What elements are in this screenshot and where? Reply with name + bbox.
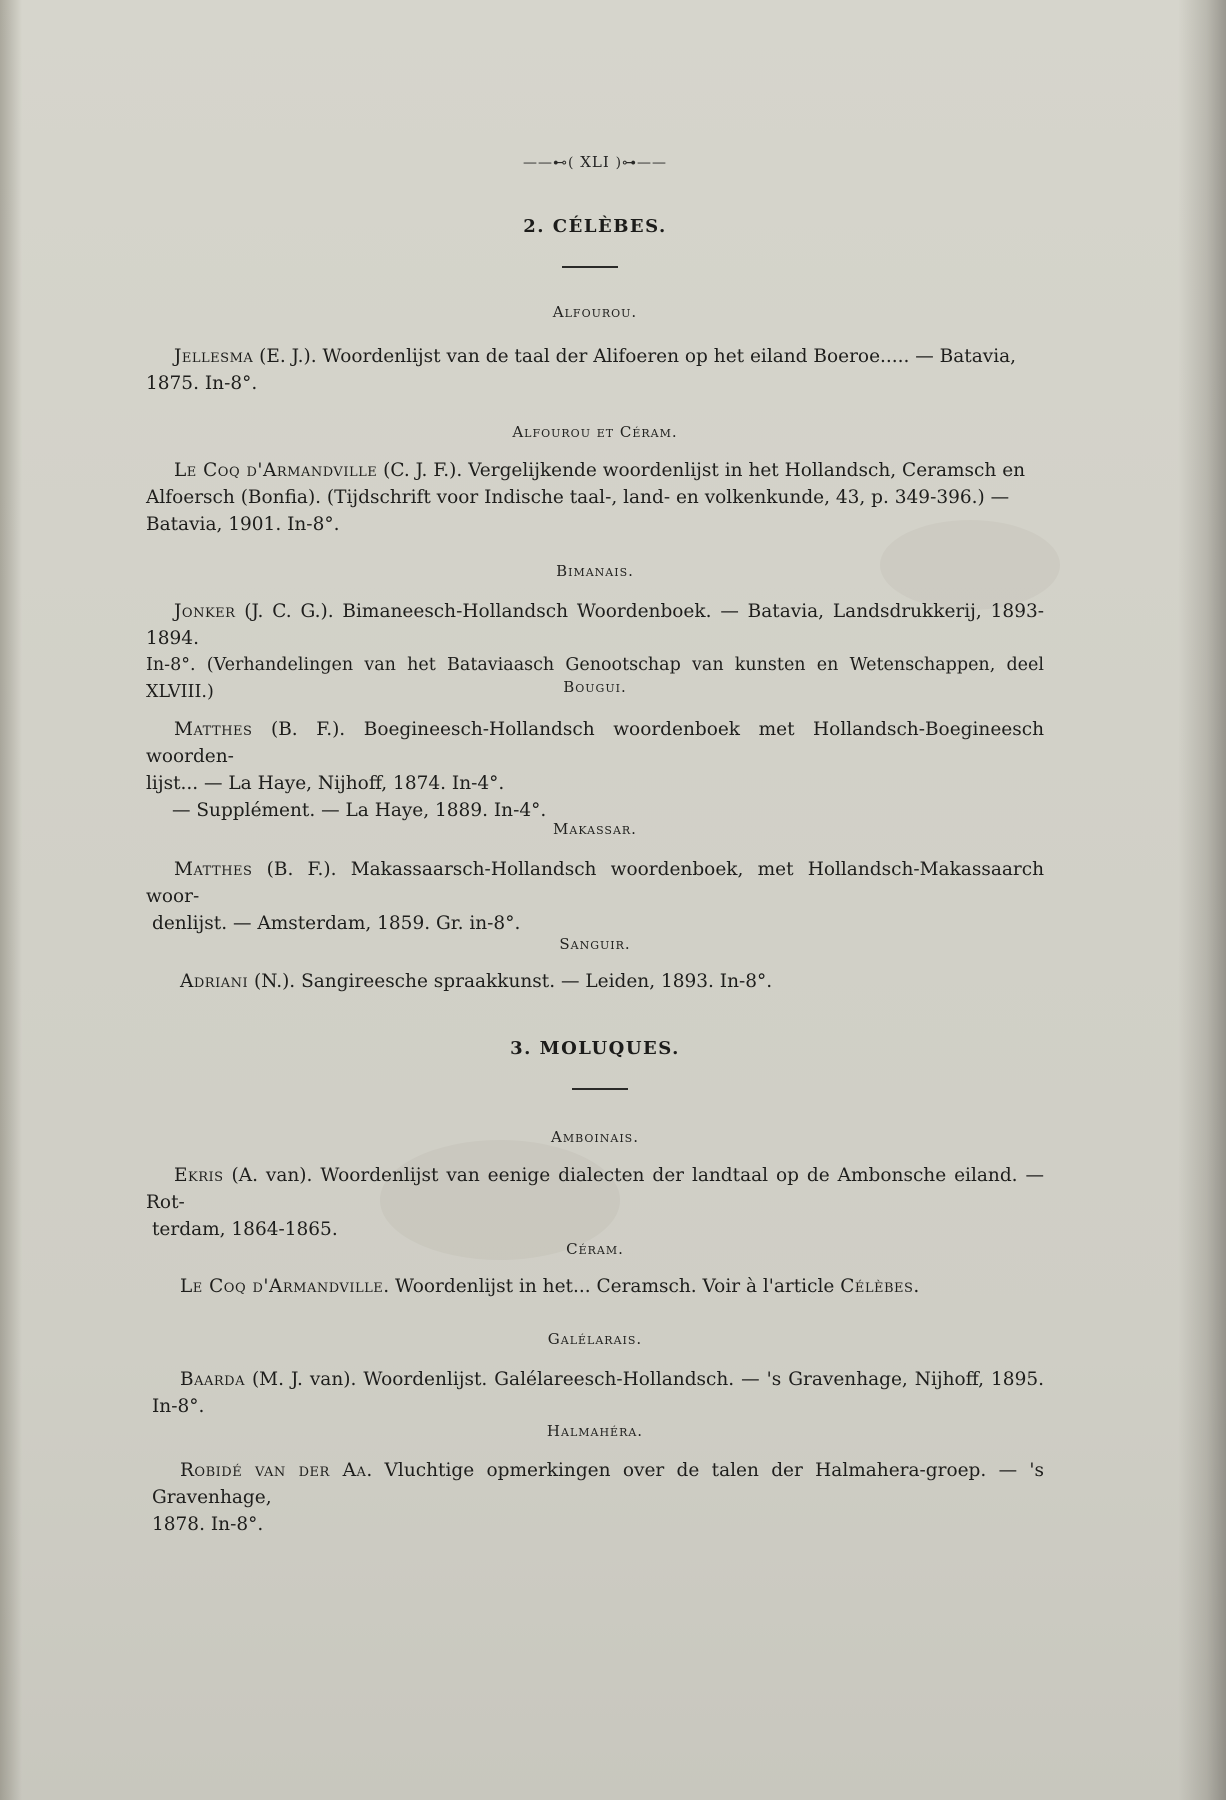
entry-author: Ekris	[174, 1165, 224, 1186]
page-number: XLI	[580, 153, 610, 171]
subhead-galelarais: Galélarais.	[547, 1330, 643, 1348]
entry-author: Jellesma	[174, 346, 254, 367]
entry-text: (M. J. van). Woordenlijst. Galélareesch-Hollandsch. — 's Gravenhage, Nijhoff, 1895. In-8°.	[152, 1369, 1044, 1417]
entry-author: Jonker	[174, 601, 236, 622]
entry-adriani	[146, 968, 1044, 995]
section-title-celebes: 2. CÉLÈBES.	[523, 216, 667, 237]
entry-le-coq-1	[146, 457, 1044, 538]
subhead-ceram: Céram.	[566, 1240, 624, 1258]
entry-text: (N.). Sangireesche spraakkunst. — Leiden, 1893. In-8°.	[248, 971, 773, 992]
entry-text: terdam, 1864-1865.	[152, 1219, 338, 1240]
entry-text: 1878. In-8°.	[152, 1514, 264, 1535]
entry-text: — Supplément. — La Haye, 1889. In-4°.	[172, 800, 547, 821]
page-edge-shadow	[1178, 0, 1226, 1800]
entry-author: Le Coq d'Armandville	[180, 1276, 384, 1297]
entry-author: Matthes	[174, 859, 253, 880]
subhead-alfourou-et-ceram: Alfourou et Céram.	[512, 423, 678, 441]
entry-text: (A. van). Woordenlijst van eenige dialecten der landtaal op de Ambonsche eiland. — Rot-	[146, 1165, 1044, 1213]
entry-text: (E. J.). Woordenlijst van de taal der Alifoeren op het eiland Boeroe..... — Batavia,	[253, 346, 1017, 367]
entry-matthes-2	[146, 856, 1044, 937]
right-ornament: )⊶——	[615, 155, 668, 171]
section-rule	[572, 1088, 628, 1090]
entry-text: (J. C. G.). Bimaneesch-Hollandsch Woordenboek. — Batavia, Landsdrukkerij, 1893-1894.	[146, 601, 1044, 649]
subhead-alfourou: Alfourou.	[552, 303, 638, 321]
entry-text: (C. J. F.). Vergelijkende woordenlijst in het Hollandsch, Ceramsch en	[377, 460, 1026, 481]
entry-ekris	[146, 1162, 1044, 1243]
entry-robide	[146, 1457, 1044, 1538]
entry-baarda	[146, 1366, 1044, 1420]
entry-text: . Vluchtige opmerkingen over de talen der Halmahera-groep. — 's Gravenhage,	[152, 1460, 1044, 1508]
entry-author: Matthes	[174, 719, 253, 740]
subhead-halmahera: Halmahéra.	[546, 1422, 644, 1440]
subhead-sanguir: Sanguir.	[559, 935, 631, 953]
running-head	[146, 153, 1044, 171]
page-gutter-shadow	[0, 0, 22, 1800]
entry-text: Alfoersch (Bonfia). (Tijdschrift voor Indische taal-, land- en volkenkunde, 43, p. 349-396.) —	[146, 487, 1010, 508]
entry-text: lijst... — La Haye, Nijhoff, 1874. In-4°.	[146, 773, 505, 794]
left-ornament: ——⊷(	[522, 155, 575, 171]
entry-author: Robidé van der Aa	[180, 1460, 367, 1481]
subhead-makassar: Makassar.	[553, 820, 637, 838]
entry-text: 1875. In-8°.	[146, 373, 258, 394]
subhead-bougui: Bougui.	[563, 678, 627, 696]
entry-text: Batavia, 1901. In-8°.	[146, 514, 340, 535]
entry-text: denlijst. — Amsterdam, 1859. Gr. in-8°.	[152, 913, 521, 934]
entry-text: . Woordenlijst in het... Ceramsch. Voir à l'article	[383, 1276, 841, 1297]
entry-author: Le Coq d'Armandville	[174, 460, 378, 481]
entry-text: In-8°. (Verhandelingen van het Bataviaasch Genootschap van kunsten en Wetenschappen, deel XLVIII.)	[146, 655, 1044, 702]
section-title-moluques: 3. MOLUQUES.	[510, 1038, 680, 1059]
entry-cross-reference: Célèbes.	[840, 1276, 920, 1297]
section-rule	[562, 266, 618, 268]
entry-text: (B. F.). Boegineesch-Hollandsch woordenboek met Hollandsch-Boegineesch woorden-	[146, 719, 1044, 767]
subhead-bimanais: Bimanais.	[556, 562, 634, 580]
entry-jellesma	[146, 343, 1044, 397]
entry-matthes-1	[146, 716, 1044, 824]
entry-author: Adriani	[180, 971, 249, 992]
subhead-amboinais: Amboinais.	[551, 1128, 639, 1146]
entry-le-coq-2	[146, 1273, 1044, 1300]
entry-author: Baarda	[180, 1369, 245, 1390]
entry-text: (B. F.). Makassaarsch-Hollandsch woordenboek, met Hollandsch-Makassaarch woor-	[146, 859, 1044, 907]
